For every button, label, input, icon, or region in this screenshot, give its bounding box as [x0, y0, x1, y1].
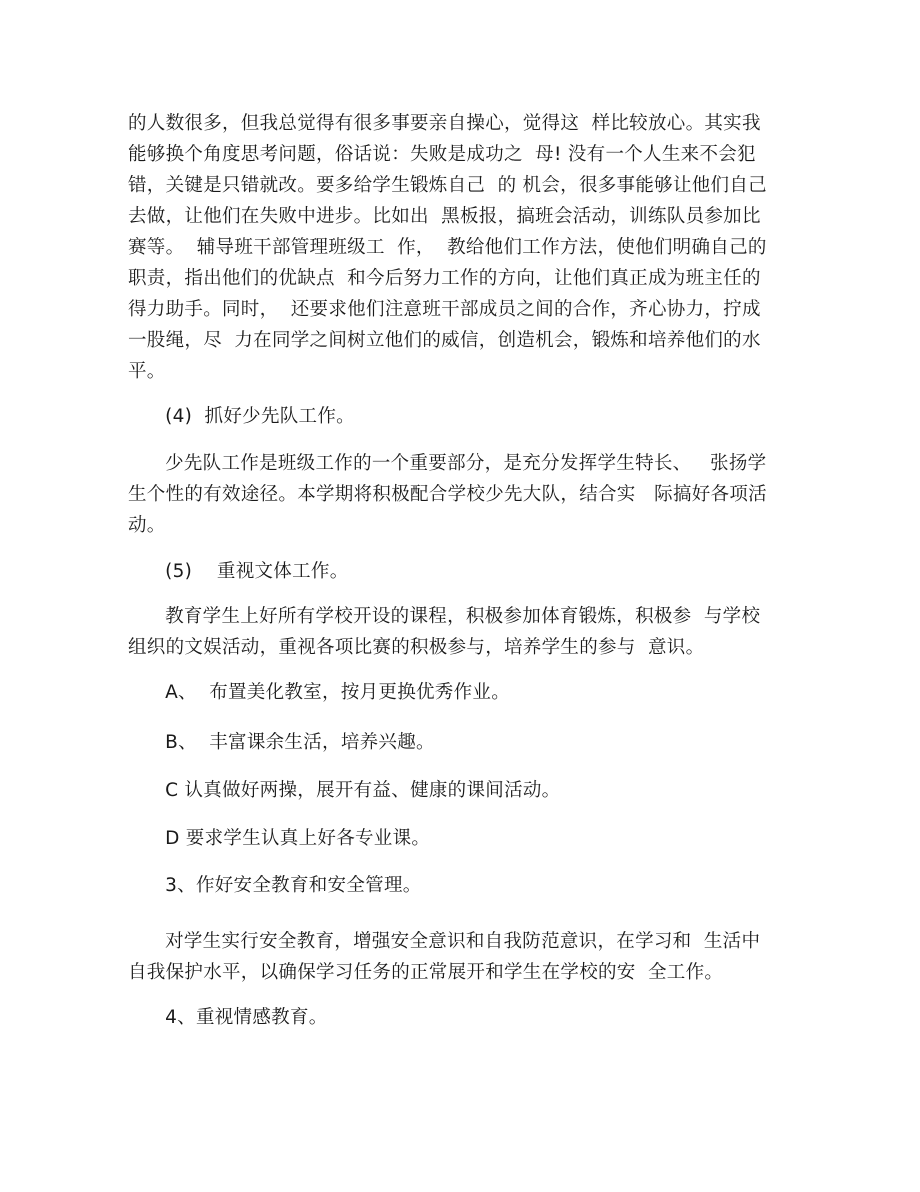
list-item-c: [128, 775, 788, 806]
list-item-b: [128, 727, 788, 758]
text-line: 组织的文娱活动，重视各项比赛的积极参与，培养学生的参与 意识。: [128, 637, 705, 658]
text-line: 能够换个角度思考问题，俗话说：失败是成功之 母! 没有一个人生来不会犯: [128, 144, 756, 165]
paragraph-class-cadre: [128, 108, 788, 387]
text-line: C 认真做好两操，展开有益、健康的课间活动。: [128, 780, 561, 801]
text-line: 3、作好安全教育和安全管理。: [128, 875, 422, 896]
list-item-a: [128, 677, 788, 708]
text-line: B、 丰富课余生活，培养兴趣。: [128, 732, 435, 753]
heading-safety: [128, 870, 788, 901]
text-line: 一股绳，尽 力在同学之间树立他们的威信，创造机会，锻炼和培养他们的水: [128, 330, 761, 351]
text-line: 的人数很多，但我总觉得有很多事要亲自操心，觉得这 样比较放心。其实我: [128, 113, 761, 134]
text-line: 少先队工作是班级工作的一个重要部分，是充分发挥学生特长、 张扬学: [128, 453, 767, 474]
text-line: 去做，让他们在失败中进步。比如出 黑板报，搞班会活动，训练队员参加比: [128, 206, 761, 227]
text-line: 教育学生上好所有学校开设的课程，积极参加体育锻炼，积极参 与学校: [128, 606, 761, 627]
text-line: A、 布置美化教室，按月更换优秀作业。: [128, 682, 511, 703]
text-line: 对学生实行安全教育，增强安全意识和自我防范意识，在学习和 生活中: [128, 931, 761, 952]
text-line: 自我保护水平，以确保学习任务的正常展开和学生在学校的安 全工作。: [128, 962, 724, 983]
text-line: 赛等。 辅导班干部管理班级工 作， 教给他们工作方法，使他们明确自己的: [128, 237, 767, 258]
text-line: 得力助手。同时， 还要求他们注意班干部成员之间的合作，齐心协力，拧成: [128, 299, 761, 320]
text-line: 平。: [128, 361, 166, 382]
text-line: 职责，指出他们的优缺点 和今后努力工作的方向，让他们真正成为班主任的: [128, 268, 761, 289]
text-line: 错，关键是只错就改。要多给学生锻炼自己 的 机会，很多事能够让他们自己: [128, 175, 767, 196]
paragraph-safety: [128, 926, 788, 988]
paragraph-sports-culture: [128, 601, 788, 663]
text-line: 动。: [128, 515, 166, 536]
text-line: D 要求学生认真上好各专业课。: [128, 828, 431, 849]
text-line: 4、重视情感教育。: [128, 1007, 328, 1028]
heading-sports-culture: [128, 556, 788, 587]
text-line: (4) 抓好少先队工作。: [128, 406, 355, 427]
list-item-d: [128, 823, 788, 854]
text-line: 生个性的有效途径。本学期将积极配合学校少先大队，结合实 际搞好各项活: [128, 484, 767, 505]
heading-young-pioneers: [128, 401, 788, 432]
text-line: (5) 重视文体工作。: [128, 561, 349, 582]
paragraph-young-pioneers: [128, 448, 788, 541]
heading-emotional-education: [128, 1002, 788, 1033]
